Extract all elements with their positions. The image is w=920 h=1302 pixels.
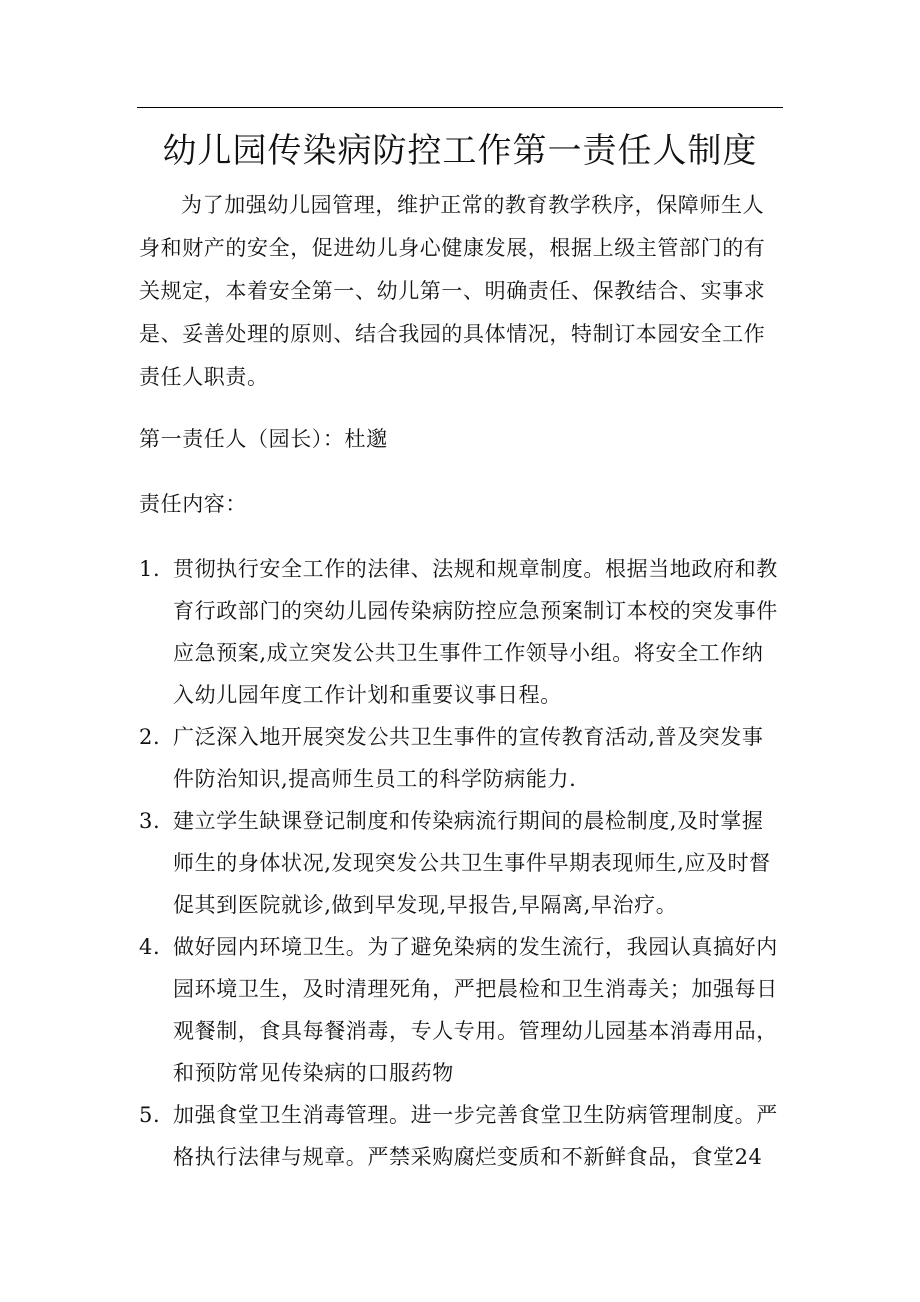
list-item-text: 做好园内环境卫生。为了避免染病的发生流行，我园认真搞好内园环境卫生，及时清理死角，严把晨检和卫生消毒关；加强每日观餐制，食具每餐消毒，专人专用。管理幼儿园基本消毒用品，和预防常见传染病的口服药物 xyxy=(173,935,778,1085)
intro-paragraph: 为了加强幼儿园管理，维护正常的教育教学秩序，保障师生人身和财产的安全，促进幼儿身心健康发展，根据上级主管部门的有关规定，本着安全第一、幼儿第一、明确责任、保教结合、实事求是、妥善处理的原则、结合我园的具体情况，特制订本园安全工作责任人职责。 xyxy=(139,193,766,389)
responsibility-list xyxy=(139,548,779,1178)
list-item xyxy=(139,716,779,800)
header-rule xyxy=(137,107,783,108)
list-item-number: 2. xyxy=(139,725,161,749)
list-item xyxy=(139,1094,779,1178)
list-item-text: 建立学生缺课登记制度和传染病流行期间的晨检制度,及时掌握师生的身体状况,发现突发公共卫生事件早期表现师生,应及时督促其到医院就诊,做到早发现,早报告,早隔离,早治疗。 xyxy=(173,809,771,917)
list-item-text: 广泛深入地开展突发公共卫生事件的宣传教育活动,普及突发事件防治知识,提高师生员工的科学防病能力. xyxy=(173,725,764,791)
list-item-text: 加强食堂卫生消毒管理。进一步完善食堂卫生防病管理制度。严格执行法律与规章。严禁采购腐烂变质和不新鲜食品，食堂24 xyxy=(173,1103,778,1169)
list-item-number: 4. xyxy=(139,935,161,959)
responsibility-content-label: 责任内容： xyxy=(139,492,247,516)
page-title: 幼儿园传染病防控工作第一责任人制度 xyxy=(162,131,758,171)
list-item xyxy=(139,926,779,1094)
responsible-person-line: 第一责任人（园长）：杜邈 xyxy=(139,427,388,451)
list-item-text: 贯彻执行安全工作的法律、法规和规章制度。根据当地政府和教育行政部门的突幼儿园传染病防控应急预案制订本校的突发事件应急预案,成立突发公共卫生事件工作领导小组。将安全工作纳入幼儿园年度工作计划和重要议事日程。 xyxy=(173,557,778,707)
list-item xyxy=(139,800,779,926)
list-item-number: 5. xyxy=(139,1103,161,1127)
list-item-number: 1. xyxy=(139,557,161,581)
list-item xyxy=(139,548,779,716)
list-item-number: 3. xyxy=(139,809,161,833)
